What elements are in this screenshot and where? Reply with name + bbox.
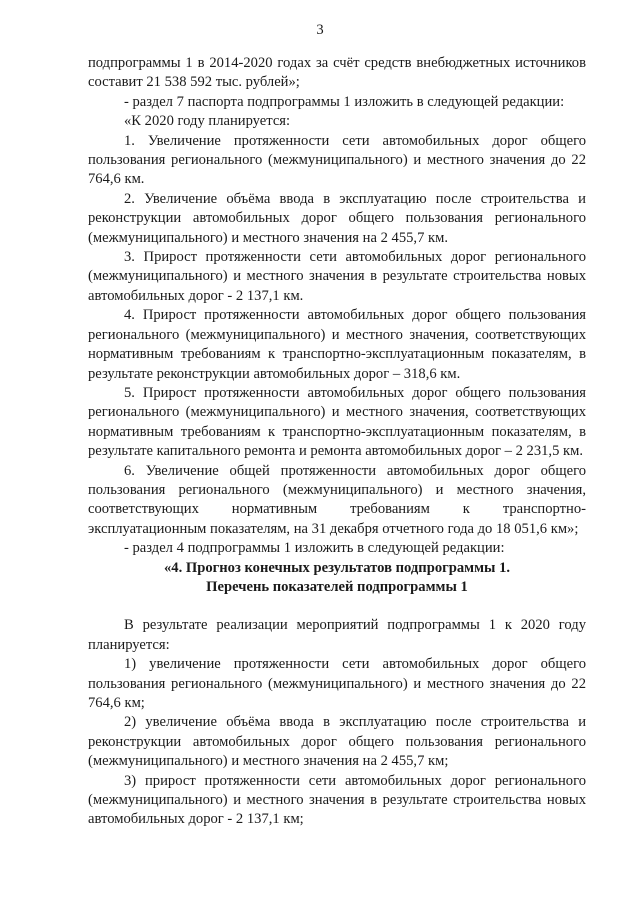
paragraph-item-5: 5. Прирост протяженности автомобильных дорог общего пользования регионального (межмуниципального) и местного значения, соответствующих нормативным требованиям к транспортно-эксплуатационным показателям, в результате капитального ремонта и ремонта автомобильных дорог – 2 231,5 км. xyxy=(88,384,586,460)
paragraph-result-2: 2) увеличение объёма ввода в эксплуатацию после строительства и реконструкции автомобильных дорог общего пользования регионального (межмуниципального) и местного значения на 2 455,7 км; xyxy=(88,714,586,770)
paragraph-result-1: 1) увеличение протяженности сети автомобильных дорог общего пользования регионального (межмуниципального) и местного значения до 22 764,6 км; xyxy=(88,656,586,711)
page-number: 3 xyxy=(316,22,324,38)
paragraph-item-4: 4. Прирост протяженности автомобильных дорог общего пользования регионального (межмуниципального) и местного значения, соответствующих нормативным требованиям к транспортно-эксплуатационным показателям, в результате реконструкции автомобильных дорог – 318,6 км. xyxy=(88,307,586,382)
paragraph-item-6: 6. Увеличение общей протяженности автомобильных дорог общего пользования регионального (межмуниципального) и местного значения, соответствующих нормативным требованиям к транспортно-эксплуатационным показателям, на 31 декабря отчетного года до 18 051,6 км»; xyxy=(88,462,586,537)
paragraph-amendment-section-4: - раздел 4 подпрограммы 1 изложить в следующей редакции: xyxy=(124,540,505,557)
paragraph-result-3: 3) прирост протяженности сети автомобильных дорог регионального (межмуниципального) и местного значения в результате строительства новых автомобильных дорог - 2 137,1 км; xyxy=(88,772,586,828)
paragraph-continuation: подпрограммы 1 в 2014-2020 годах за счёт средств внебюджетных источников составит 21 538 592 тыс. рублей»; xyxy=(88,55,586,91)
paragraph-item-1: 1. Увеличение протяженности сети автомобильных дорог общего пользования регионального (межмуниципального) и местного значения до 22 764,6 км. xyxy=(88,132,586,188)
paragraph-results-intro: В результате реализации мероприятий подпрограммы 1 к 2020 году планируется: xyxy=(88,617,586,653)
paragraph-plan-intro: «К 2020 году планируется: xyxy=(124,113,291,130)
paragraph-item-3: 3. Прирост протяженности сети автомобильных дорог регионального (межмуниципального) и местного значения в результате строительства новых автомобильных дорог - 2 137,1 км. xyxy=(88,249,586,304)
paragraph-amendment-section-7: - раздел 7 паспорта подпрограммы 1 изложить в следующей редакции: xyxy=(124,93,565,110)
blank-line xyxy=(88,597,586,616)
document-body xyxy=(88,54,586,830)
paragraph-item-2: 2. Увеличение объёма ввода в эксплуатацию после строительства и реконструкции автомобильных дорог общего пользования регионального (межмуниципального) и местного значения на 2 455,7 км. xyxy=(88,190,586,246)
section-heading-line-2: Перечень показателей подпрограммы 1 xyxy=(206,578,468,595)
section-heading-line-1: «4. Прогноз конечных результатов подпрограммы 1. xyxy=(163,559,511,576)
